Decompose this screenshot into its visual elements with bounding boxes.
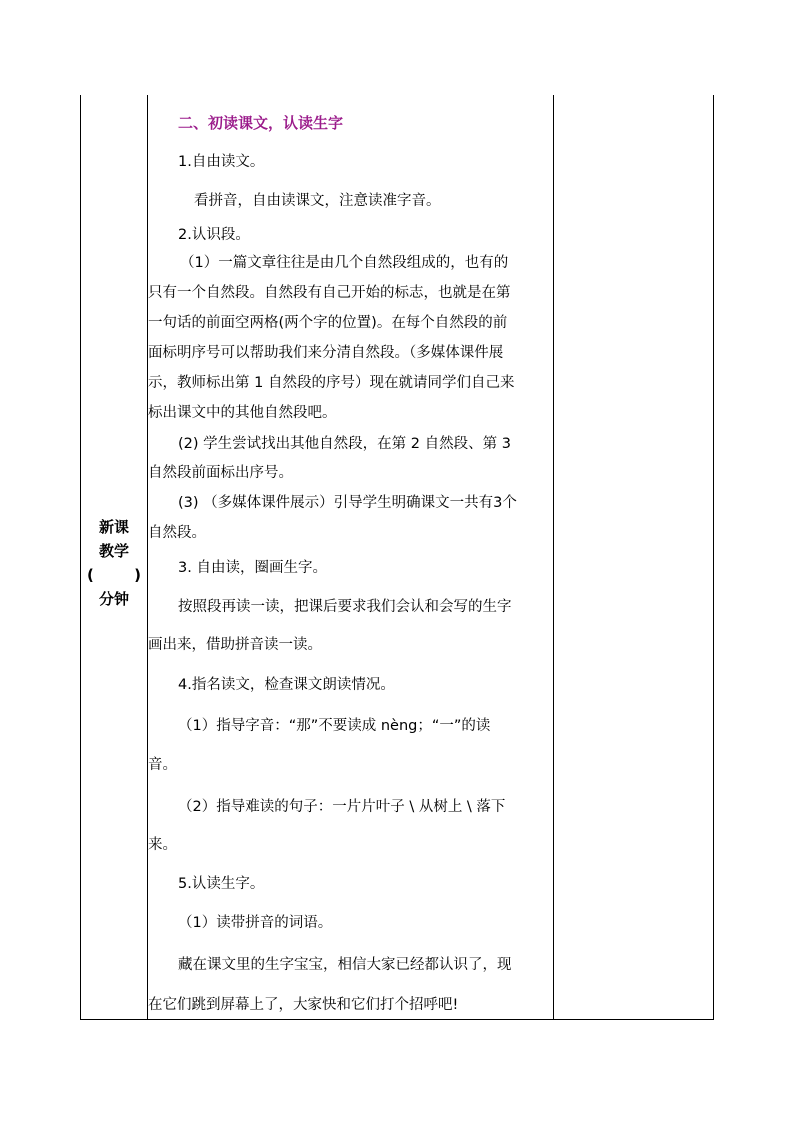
paragraph-line: 3. 自由读，圈画生字。 <box>178 560 327 576</box>
paragraph-line: 一句话的前面空两格(两个字的位置)。在每个自然段的前 <box>148 315 508 331</box>
paragraph-line: （1）读带拼音的词语。 <box>178 915 333 931</box>
section-label-line: 分钟 <box>98 590 129 608</box>
column-divider <box>147 95 148 1019</box>
paragraph-line: （1）指导字音：“那”不要读成 nèng；“一”的读 <box>178 718 491 734</box>
paragraph-line: （1）一篇文章往往是由几个自然段组成的，也有的 <box>180 255 509 271</box>
paragraph-line: 自然段前面标出序号。 <box>148 465 293 481</box>
minutes-blank <box>81 563 147 587</box>
section-label <box>81 515 147 611</box>
paragraph-line: 音。 <box>148 757 177 773</box>
paragraph-line: 5.认读生字。 <box>178 876 265 892</box>
section-label-line: 教学 <box>98 542 129 560</box>
paragraph-line: 按照段再读一读，把课后要求我们会认和会写的生字 <box>178 599 512 615</box>
paren-open: ( <box>87 566 94 584</box>
column-divider <box>553 95 554 1019</box>
paragraph-line: 4.指名读文，检查课文朗读情况。 <box>178 677 395 693</box>
paragraph-line: 1.自由读文。 <box>178 154 265 170</box>
paragraph-line: (3) （多媒体课件展示）引导学生明确课文一共有3个 <box>178 495 517 511</box>
paragraph-line: 标出课文中的其他自然段吧。 <box>148 405 337 421</box>
paragraph-line: (2) 学生尝试找出其他自然段，在第 2 自然段、第 3 <box>178 436 511 452</box>
paragraph-line: 2.认识段。 <box>178 227 250 243</box>
paragraph-line: 看拼音，自由读课文，注意读准字音。 <box>194 193 441 209</box>
paragraph-line: 只有一个自然段。自然段有自己开始的标志，也就是在第 <box>148 285 511 301</box>
lesson-table <box>80 95 714 1020</box>
paragraph-line: 示，教师标出第 1 自然段的序号）现在就请同学们自己来 <box>148 375 515 391</box>
section-label-line: 新课 <box>98 518 129 536</box>
section-heading: 二、初读课文，认读生字 <box>178 114 344 132</box>
paragraph-line: 藏在课文里的生字宝宝，相信大家已经都认识了，现 <box>178 957 512 973</box>
paragraph-line: 自然段。 <box>148 525 206 541</box>
section-label-cell <box>81 95 147 1019</box>
paren-close: ) <box>134 566 141 584</box>
paragraph-line: 在它们跳到屏幕上了，大家快和它们打个招呼吧! <box>148 997 459 1013</box>
paragraph-line: 来。 <box>148 837 177 853</box>
paragraph-line: 画出来，借助拼音读一读。 <box>148 637 322 653</box>
paragraph-line: （2）指导难读的句子：一片片叶子 \ 从树上 \ 落下 <box>178 799 506 815</box>
paragraph-line: 面标明序号可以帮助我们来分清自然段。（多媒体课件展 <box>148 345 504 361</box>
